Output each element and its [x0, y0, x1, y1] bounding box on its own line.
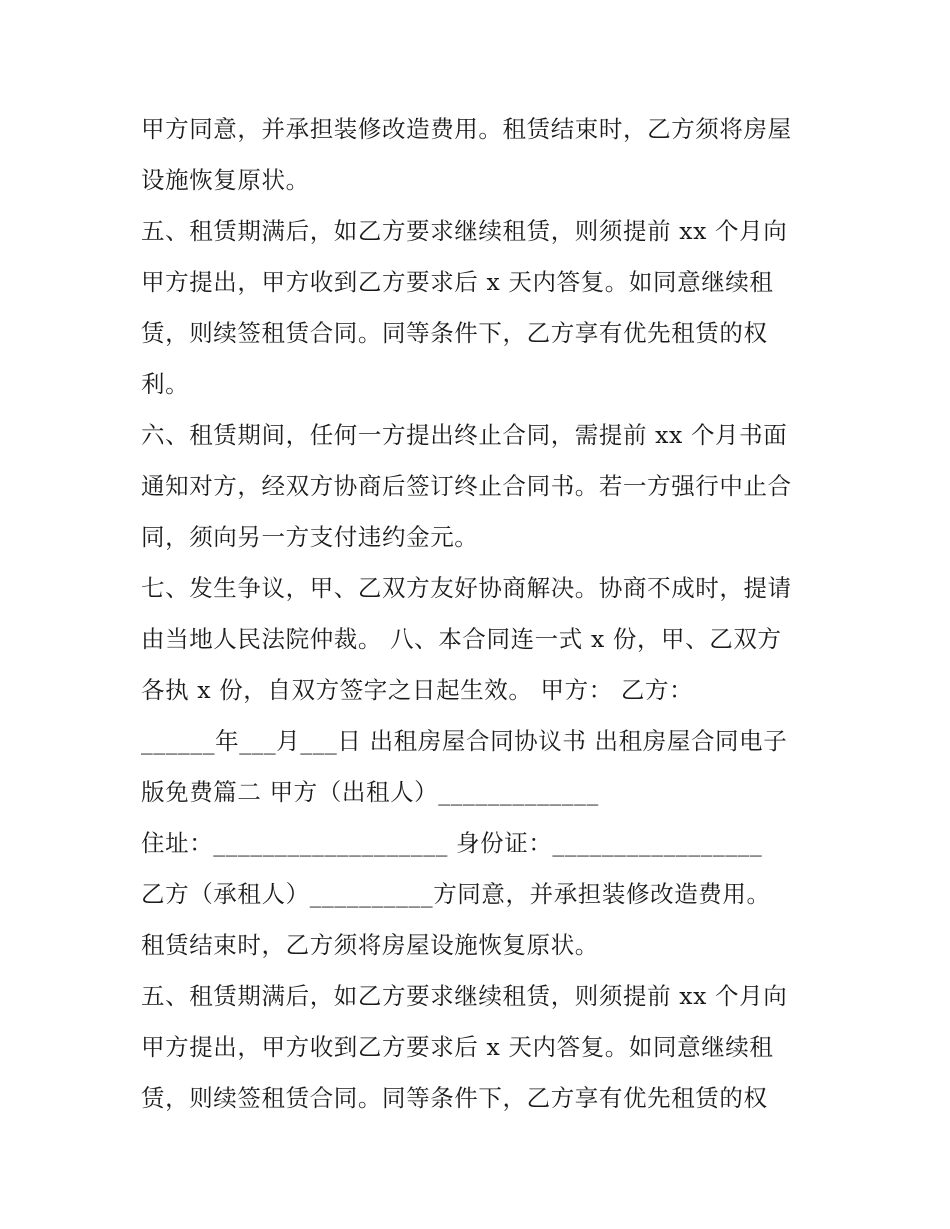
- text-line: 设施恢复原状。: [141, 166, 310, 194]
- text-line: 乙方（承租人）__________方同意，并承担装修改造费用。: [141, 880, 771, 908]
- text-line: 各执 x 份，自双方签字之日起生效。 甲方： 乙方：: [141, 676, 694, 704]
- contract-text-body: [141, 104, 831, 1124]
- text-line: 租赁结束时，乙方须将房屋设施恢复原状。: [141, 931, 599, 959]
- text-line: 住址：___________________ 身份证：_________________: [141, 829, 763, 857]
- text-line: 甲方同意，并承担装修改造费用。租赁结束时，乙方须将房屋: [141, 115, 792, 143]
- text-line: 同，须向另一方支付违约金元。: [141, 523, 479, 551]
- text-line: 赁，则续签租赁合同。同等条件下，乙方享有优先租赁的权: [141, 1084, 768, 1112]
- text-line: 由当地人民法院仲裁。 八、本合同连一式 x 份，甲、乙双方: [141, 625, 782, 653]
- text-line: 甲方提出，甲方收到乙方要求后 x 天内答复。如同意继续租: [141, 1033, 774, 1061]
- text-line: 七、发生争议，甲、乙双方友好协商解决。协商不成时，提请: [141, 574, 792, 602]
- text-line: 五、租赁期满后，如乙方要求继续租赁，则须提前 xx 个月向: [141, 217, 788, 245]
- text-line: ______年___月___日 出租房屋合同协议书 出租房屋合同电子: [141, 727, 788, 755]
- text-line: 赁，则续签租赁合同。同等条件下，乙方享有优先租赁的权: [141, 319, 768, 347]
- text-line: 通知对方，经双方协商后签订终止合同书。若一方强行中止合: [141, 472, 792, 500]
- text-line: 五、租赁期满后，如乙方要求继续租赁，则须提前 xx 个月向: [141, 982, 788, 1010]
- text-line: 甲方提出，甲方收到乙方要求后 x 天内答复。如同意继续租: [141, 268, 774, 296]
- text-line: 利。: [141, 370, 190, 398]
- text-line: 六、租赁期间，任何一方提出终止合同，需提前 xx 个月书面: [141, 421, 788, 449]
- text-line: 版免费篇二 甲方（出租人）_____________: [141, 778, 599, 806]
